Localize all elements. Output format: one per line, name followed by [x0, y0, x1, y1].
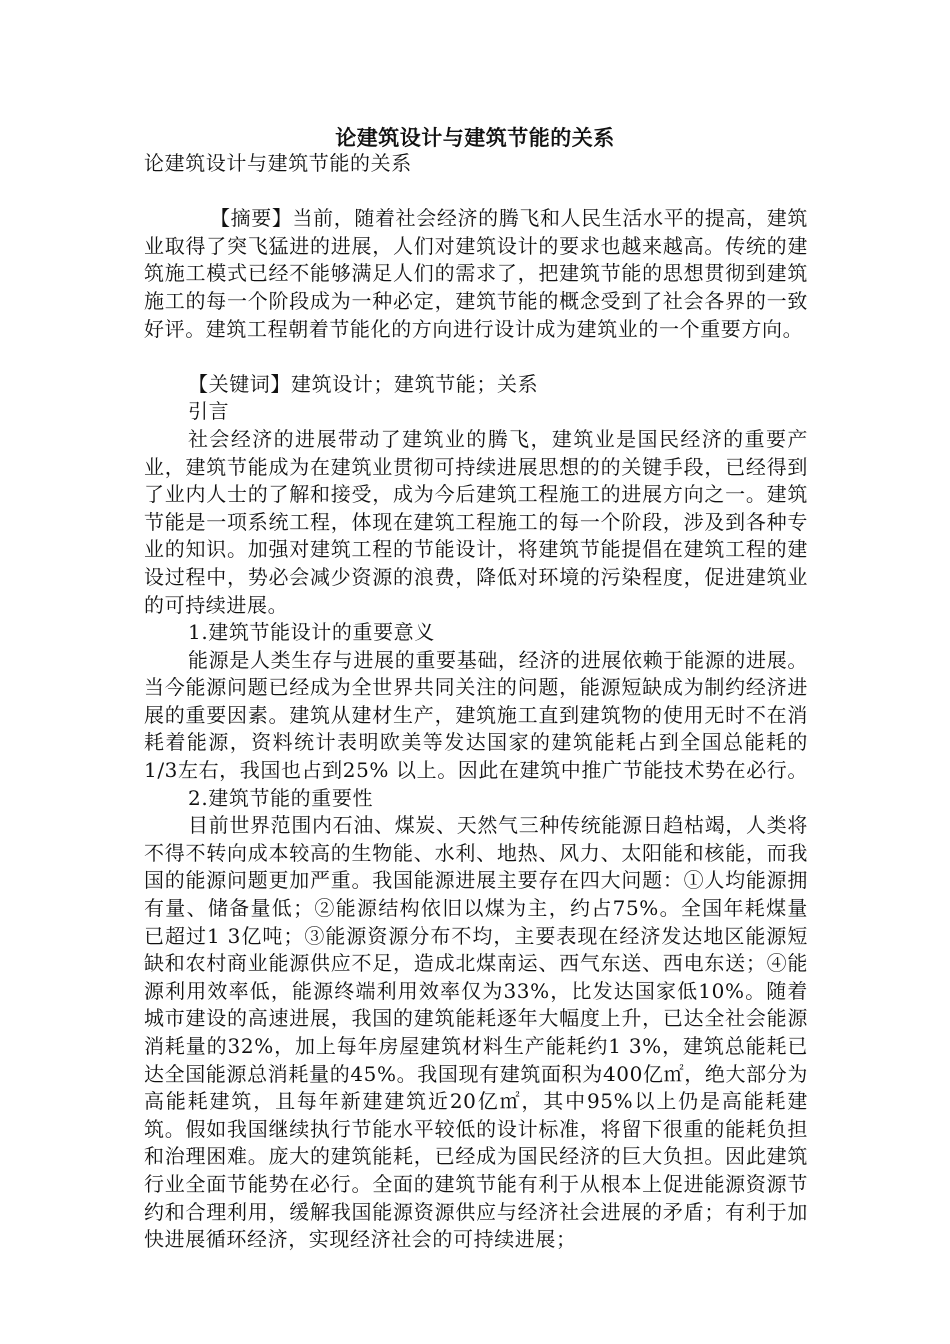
document-subtitle: 论建筑设计与建筑节能的关系	[144, 151, 412, 175]
section2-paragraph: 目前世界范围内石油、煤炭、天然气三种传统能源日趋枯竭，人类将不得不转向成本较高的生物能、水利、地热、风力、太阳能和核能，而我国的能源问题更加严重。我国能源进展主要存在四大问题：①人均能源拥有量、储备量低；②能源结构依旧以煤为主，约占75%。全国年耗煤量已超过1 3亿吨；③能源资源分布不均，主要表现在经济发达地区能源短缺和农村商业能源供应不足，造成北煤南运、西气东送、西电东送；④能源利用效率低，能源终端利用效率仅为33%，比发达国家低10%。随着城市建设的高速进展，我国的建筑能耗逐年大幅度上升，已达全社会能源消耗量的32%，加上每年房屋建筑材料生产能耗约1 3%，建筑总能耗已达全国能源总消耗量的45%。我国现有建筑面积为400亿㎡，绝大部分为高能耗建筑，且每年新建建筑近20亿㎡，其中95%以上仍是高能耗建筑。假如我国继续执行节能水平较低的设计标准，将留下很重的能耗负担和治理困难。庞大的建筑能耗，已经成为国民经济的巨大负担。因此建筑行业全面节能势在必行。全面的建筑节能有利于从根本上促进能源资源节约和合理利用，缓解我国能源资源供应与经济社会进展的矛盾；有利于加快进展循环经济，实现经济社会的可持续进展；	[144, 813, 808, 1252]
section1-paragraph: 能源是人类生存与进展的重要基础，经济的进展依赖于能源的进展。当今能源问题已经成为全世界共同关注的问题，能源短缺成为制约经济进展的重要因素。建筑从建材生产，建筑施工直到建筑物的使用无时不在消耗着能源，资料统计表明欧美等发达国家的建筑能耗占到全国总能耗的1/3左右，我国也占到25% 以上。因此在建筑中推广节能技术势在必行。	[144, 647, 808, 783]
intro-heading: 引言	[188, 399, 230, 424]
abstract-paragraph: 【摘要】当前，随着社会经济的腾飞和人民生活水平的提高，建筑业取得了突飞猛进的进展，人们对建筑设计的要求也越来越高。传统的建筑施工模式已经不能够满足人们的需求了，把建筑节能的思想贯彻到建筑施工的每一个阶段成为一种必定，建筑节能的概念受到了社会各界的一致好评。建筑工程朝着节能化的方向进行设计成为建筑业的一个重要方向。	[144, 206, 808, 341]
keywords-paragraph: 【关键词】建筑设计；建筑节能；关系	[188, 371, 539, 396]
intro-paragraph: 社会经济的进展带动了建筑业的腾飞，建筑业是国民经济的重要产业，建筑节能成为在建筑业贯彻可持续进展思想的的关键手段，已经得到了业内人士的了解和接受，成为今后建筑工程施工的进展方向之一。建筑节能是一项系统工程，体现在建筑工程施工的每一个阶段，涉及到各种专业的知识。加强对建筑工程的节能设计，将建筑节能提倡在建筑工程的建设过程中，势必会减少资源的浪费，降低对环境的污染程度，促进建筑业的可持续进展。	[144, 426, 808, 617]
document-body	[144, 150, 808, 1254]
section1-heading: 1.建筑节能设计的重要意义	[188, 620, 435, 645]
document-title: 论建筑设计与建筑节能的关系	[335, 125, 615, 150]
paragraph-spacer	[144, 178, 808, 206]
section2-heading: 2.建筑节能的重要性	[188, 785, 374, 810]
paragraph-spacer	[144, 343, 808, 371]
